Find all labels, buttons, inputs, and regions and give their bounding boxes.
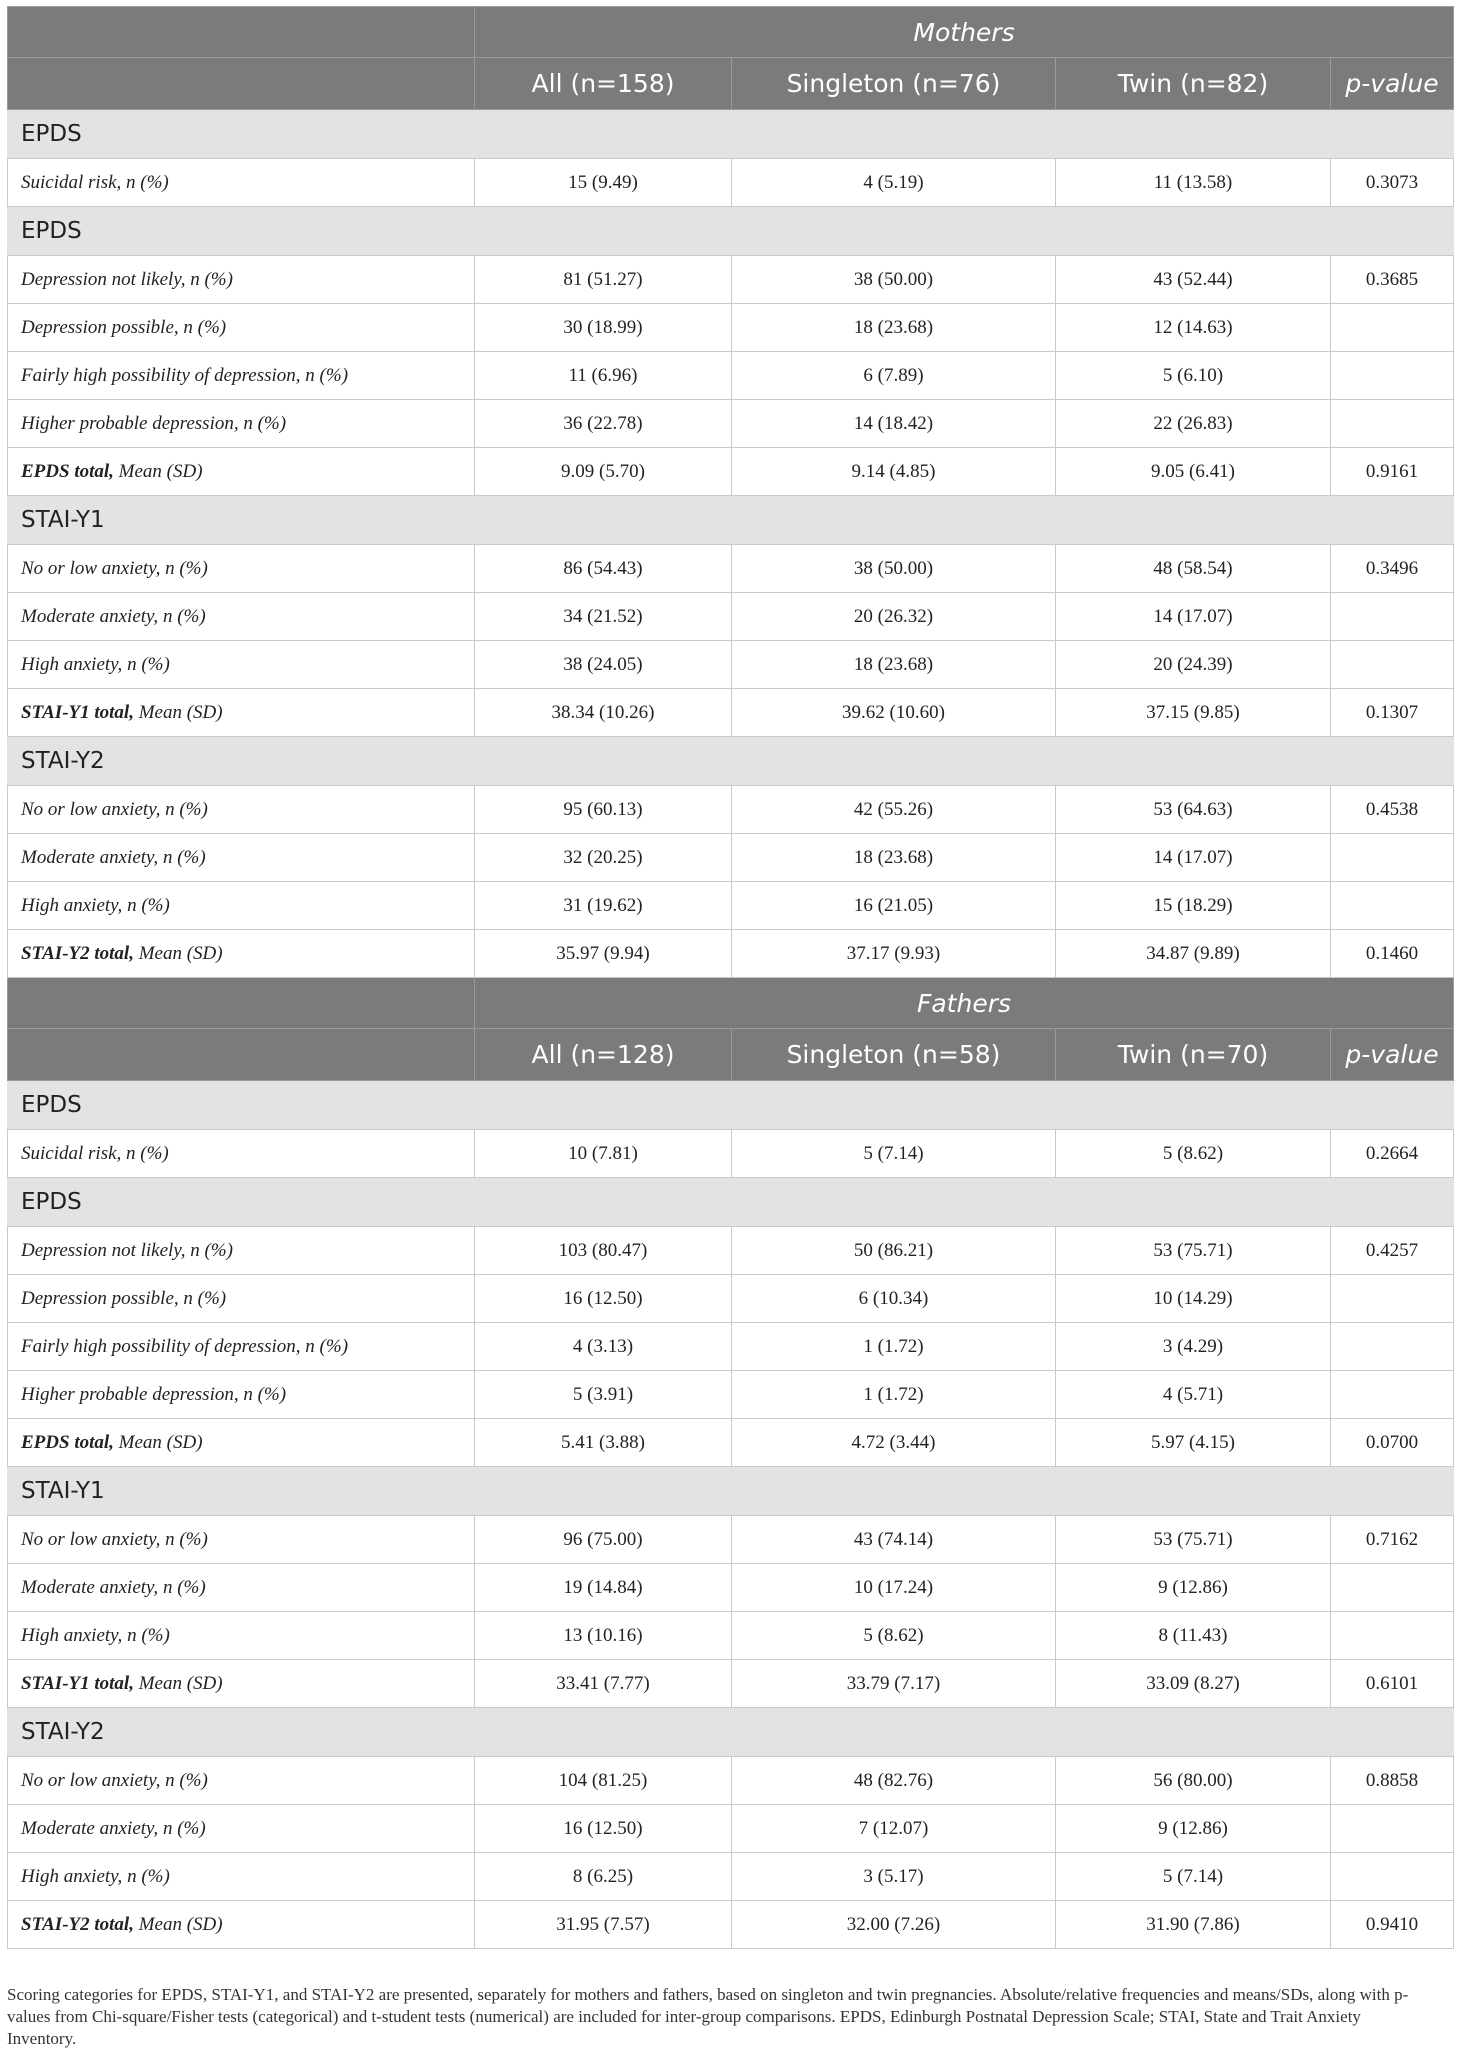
- row-label-unit: n (%): [121, 1142, 169, 1164]
- row-label-text: High anxiety,: [21, 1624, 123, 1646]
- value-cell: 22 (26.83): [1056, 400, 1331, 448]
- row-label-unit: n (%): [158, 846, 206, 868]
- value-cell: 6 (10.34): [732, 1275, 1056, 1323]
- row-label-text: STAI-Y1 total,: [21, 701, 134, 723]
- row-label: [8, 882, 475, 930]
- row-label-unit: n (%): [122, 1624, 170, 1646]
- row-label: [8, 1323, 475, 1371]
- row-label-unit: Mean (SD): [133, 942, 223, 964]
- value-cell: 1 (1.72): [732, 1323, 1056, 1371]
- table-body: [8, 7, 1454, 1949]
- section-header-row: [8, 1178, 1454, 1227]
- value-cell: 13 (10.16): [475, 1612, 732, 1660]
- value-cell: 8 (6.25): [475, 1853, 732, 1901]
- row-label-unit: Mean (SD): [133, 1672, 223, 1694]
- table-row: [8, 304, 1454, 352]
- value-cell: 53 (75.71): [1056, 1227, 1331, 1275]
- p-value-cell: 0.7162: [1331, 1516, 1454, 1564]
- row-label: [8, 545, 475, 593]
- group-header-blank: [8, 7, 475, 58]
- p-value-cell: 0.4257: [1331, 1227, 1454, 1275]
- row-label: [8, 1371, 475, 1419]
- row-label-unit: Mean (SD): [133, 1913, 223, 1935]
- value-cell: 10 (17.24): [732, 1564, 1056, 1612]
- value-cell: 12 (14.63): [1056, 304, 1331, 352]
- section-header-row: [8, 1467, 1454, 1516]
- row-label-text: No or low anxiety,: [21, 798, 161, 820]
- value-cell: 31 (19.62): [475, 882, 732, 930]
- row-label-unit: n (%): [160, 1528, 208, 1550]
- column-header-blank: [8, 58, 475, 110]
- column-header-row: [8, 58, 1454, 110]
- section-header-row: [8, 1708, 1454, 1757]
- value-cell: 37.15 (9.85): [1056, 689, 1331, 737]
- table-row: [8, 1901, 1454, 1949]
- table-row: [8, 1660, 1454, 1708]
- value-cell: 15 (9.49): [475, 159, 732, 207]
- table-row: [8, 786, 1454, 834]
- table-row: [8, 1853, 1454, 1901]
- row-label: [8, 1901, 475, 1949]
- value-cell: 33.41 (7.77): [475, 1660, 732, 1708]
- value-cell: 19 (14.84): [475, 1564, 732, 1612]
- value-cell: 9.14 (4.85): [732, 448, 1056, 496]
- row-label: [8, 786, 475, 834]
- p-value-cell: 0.4538: [1331, 786, 1454, 834]
- p-value-cell: 0.3685: [1331, 256, 1454, 304]
- column-header: Singleton (n=76): [732, 58, 1056, 110]
- value-cell: 5 (6.10): [1056, 352, 1331, 400]
- value-cell: 16 (12.50): [475, 1805, 732, 1853]
- row-label: [8, 930, 475, 978]
- column-header: Singleton (n=58): [732, 1029, 1056, 1081]
- row-label: [8, 1419, 475, 1467]
- row-label-text: Moderate anxiety,: [21, 1576, 159, 1598]
- row-label-text: Fairly high possibility of depression,: [21, 1335, 301, 1357]
- row-label-text: EPDS total,: [21, 460, 114, 482]
- group-header-blank: [8, 978, 475, 1029]
- value-cell: 16 (21.05): [732, 882, 1056, 930]
- table-footnote: Scoring categories for EPDS, STAI-Y1, and STAI-Y2 are presented, separately for mothers and fathers, based on singleton and twin pregnancies. Absolute/relative frequencies and means/SDs, along with p-values from Chi-square/Fisher tests (categorical) and t-student tests (numerical) are included for inter-group comparisons. EPDS, Edinburgh Postnatal Depression Scale; STAI, State and Trait Anxiety Inventory.: [7, 1985, 1409, 2048]
- value-cell: 32 (20.25): [475, 834, 732, 882]
- row-label: [8, 159, 475, 207]
- section-header-row: [8, 207, 1454, 256]
- value-cell: 53 (64.63): [1056, 786, 1331, 834]
- row-label: [8, 1275, 475, 1323]
- section-title: EPDS: [8, 110, 1454, 159]
- value-cell: 48 (82.76): [732, 1757, 1056, 1805]
- p-value-cell: [1331, 1323, 1454, 1371]
- value-cell: 20 (24.39): [1056, 641, 1331, 689]
- row-label-text: STAI-Y2 total,: [21, 1913, 134, 1935]
- row-label: [8, 448, 475, 496]
- row-label: [8, 1130, 475, 1178]
- table-row: [8, 1564, 1454, 1612]
- table-row: [8, 545, 1454, 593]
- row-label: [8, 1612, 475, 1660]
- value-cell: 53 (75.71): [1056, 1516, 1331, 1564]
- row-label-text: Moderate anxiety,: [21, 846, 159, 868]
- p-value-cell: [1331, 352, 1454, 400]
- row-label-text: EPDS total,: [21, 1431, 114, 1453]
- value-cell: 18 (23.68): [732, 834, 1056, 882]
- value-cell: 95 (60.13): [475, 786, 732, 834]
- table-row: [8, 1516, 1454, 1564]
- value-cell: 35.97 (9.94): [475, 930, 732, 978]
- table-row: [8, 1757, 1454, 1805]
- row-label-text: Higher probable depression,: [21, 412, 239, 434]
- table-row: [8, 1227, 1454, 1275]
- value-cell: 10 (7.81): [475, 1130, 732, 1178]
- column-header-blank: [8, 1029, 475, 1081]
- p-value-cell: [1331, 1612, 1454, 1660]
- p-value-cell: 0.1460: [1331, 930, 1454, 978]
- p-value-cell: [1331, 1853, 1454, 1901]
- p-value-cell: 0.8858: [1331, 1757, 1454, 1805]
- table-row: [8, 1371, 1454, 1419]
- column-header: All (n=128): [475, 1029, 732, 1081]
- p-value-cell: [1331, 882, 1454, 930]
- value-cell: 11 (6.96): [475, 352, 732, 400]
- row-label-text: Suicidal risk,: [21, 171, 122, 193]
- row-label: [8, 1660, 475, 1708]
- row-label-text: Higher probable depression,: [21, 1383, 239, 1405]
- value-cell: 34 (21.52): [475, 593, 732, 641]
- value-cell: 18 (23.68): [732, 304, 1056, 352]
- row-label-unit: Mean (SD): [133, 701, 223, 723]
- value-cell: 38.34 (10.26): [475, 689, 732, 737]
- row-label-unit: n (%): [185, 1239, 233, 1261]
- value-cell: 11 (13.58): [1056, 159, 1331, 207]
- value-cell: 9.09 (5.70): [475, 448, 732, 496]
- group-title: Mothers: [475, 7, 1454, 58]
- value-cell: 8 (11.43): [1056, 1612, 1331, 1660]
- value-cell: 5 (7.14): [1056, 1853, 1331, 1901]
- group-header-row: [8, 978, 1454, 1029]
- row-label-text: Suicidal risk,: [21, 1142, 122, 1164]
- p-value-cell: [1331, 304, 1454, 352]
- row-label-unit: n (%): [238, 1383, 287, 1405]
- row-label: [8, 1805, 475, 1853]
- value-cell: 48 (58.54): [1056, 545, 1331, 593]
- value-cell: 5 (8.62): [1056, 1130, 1331, 1178]
- row-label-text: No or low anxiety,: [21, 1528, 161, 1550]
- value-cell: 5.41 (3.88): [475, 1419, 732, 1467]
- value-cell: 104 (81.25): [475, 1757, 732, 1805]
- p-value-cell: [1331, 400, 1454, 448]
- p-value-cell: [1331, 834, 1454, 882]
- row-label-unit: n (%): [185, 268, 233, 290]
- section-title: EPDS: [8, 207, 1454, 256]
- p-value-cell: [1331, 1564, 1454, 1612]
- value-cell: 36 (22.78): [475, 400, 732, 448]
- value-cell: 9 (12.86): [1056, 1564, 1331, 1612]
- column-header: p-value: [1331, 58, 1454, 110]
- value-cell: 10 (14.29): [1056, 1275, 1331, 1323]
- row-label-unit: n (%): [122, 894, 170, 916]
- section-title: STAI-Y2: [8, 1708, 1454, 1757]
- row-label-text: Moderate anxiety,: [21, 1817, 159, 1839]
- value-cell: 34.87 (9.89): [1056, 930, 1331, 978]
- value-cell: 5 (7.14): [732, 1130, 1056, 1178]
- row-label: [8, 304, 475, 352]
- row-label: [8, 1564, 475, 1612]
- results-table-container: [7, 6, 1453, 1949]
- value-cell: 4.72 (3.44): [732, 1419, 1056, 1467]
- row-label: [8, 834, 475, 882]
- row-label: [8, 593, 475, 641]
- row-label-unit: n (%): [160, 798, 208, 820]
- row-label-unit: n (%): [160, 557, 208, 579]
- table-row: [8, 1275, 1454, 1323]
- row-label-text: Depression possible,: [21, 316, 179, 338]
- row-label-unit: n (%): [238, 412, 287, 434]
- section-title: EPDS: [8, 1178, 1454, 1227]
- p-value-cell: 0.9161: [1331, 448, 1454, 496]
- value-cell: 5 (8.62): [732, 1612, 1056, 1660]
- row-label-unit: n (%): [158, 1576, 206, 1598]
- row-label-unit: Mean (SD): [113, 1431, 203, 1453]
- table-row: [8, 1612, 1454, 1660]
- row-label-unit: n (%): [122, 653, 170, 675]
- row-label-unit: Mean (SD): [113, 460, 203, 482]
- p-value-cell: 0.9410: [1331, 1901, 1454, 1949]
- row-label-text: High anxiety,: [21, 1865, 123, 1887]
- section-title: STAI-Y1: [8, 496, 1454, 545]
- value-cell: 9 (12.86): [1056, 1805, 1331, 1853]
- value-cell: 43 (74.14): [732, 1516, 1056, 1564]
- value-cell: 30 (18.99): [475, 304, 732, 352]
- table-row: [8, 593, 1454, 641]
- table-row: [8, 400, 1454, 448]
- value-cell: 31.95 (7.57): [475, 1901, 732, 1949]
- row-label: [8, 1757, 475, 1805]
- results-table: [7, 6, 1454, 1949]
- row-label-unit: n (%): [178, 316, 227, 338]
- table-row: [8, 256, 1454, 304]
- row-label-text: Depression not likely,: [21, 1239, 186, 1261]
- row-label-unit: n (%): [122, 1865, 170, 1887]
- table-row: [8, 1805, 1454, 1853]
- value-cell: 6 (7.89): [732, 352, 1056, 400]
- row-label: [8, 400, 475, 448]
- row-label: [8, 641, 475, 689]
- row-label-text: Depression possible,: [21, 1287, 179, 1309]
- value-cell: 86 (54.43): [475, 545, 732, 593]
- value-cell: 38 (50.00): [732, 545, 1056, 593]
- value-cell: 14 (17.07): [1056, 834, 1331, 882]
- value-cell: 96 (75.00): [475, 1516, 732, 1564]
- row-label: [8, 689, 475, 737]
- row-label-unit: n (%): [158, 1817, 206, 1839]
- table-row: [8, 1130, 1454, 1178]
- row-label-unit: n (%): [300, 1335, 349, 1357]
- value-cell: 33.79 (7.17): [732, 1660, 1056, 1708]
- table-row: [8, 1419, 1454, 1467]
- value-cell: 43 (52.44): [1056, 256, 1331, 304]
- value-cell: 3 (5.17): [732, 1853, 1056, 1901]
- row-label-unit: n (%): [160, 1769, 208, 1791]
- value-cell: 14 (17.07): [1056, 593, 1331, 641]
- column-header: Twin (n=70): [1056, 1029, 1331, 1081]
- section-title: STAI-Y2: [8, 737, 1454, 786]
- row-label: [8, 256, 475, 304]
- row-label-text: STAI-Y1 total,: [21, 1672, 134, 1694]
- p-value-cell: 0.2664: [1331, 1130, 1454, 1178]
- group-title: Fathers: [475, 978, 1454, 1029]
- row-label-unit: n (%): [300, 364, 349, 386]
- p-value-cell: [1331, 641, 1454, 689]
- value-cell: 16 (12.50): [475, 1275, 732, 1323]
- value-cell: 5 (3.91): [475, 1371, 732, 1419]
- section-header-row: [8, 110, 1454, 159]
- row-label: [8, 1516, 475, 1564]
- column-header: Twin (n=82): [1056, 58, 1331, 110]
- table-row: [8, 352, 1454, 400]
- value-cell: 20 (26.32): [732, 593, 1056, 641]
- value-cell: 32.00 (7.26): [732, 1901, 1056, 1949]
- p-value-cell: 0.1307: [1331, 689, 1454, 737]
- section-title: STAI-Y1: [8, 1467, 1454, 1516]
- value-cell: 56 (80.00): [1056, 1757, 1331, 1805]
- p-value-cell: [1331, 1371, 1454, 1419]
- row-label-text: Fairly high possibility of depression,: [21, 364, 301, 386]
- column-header-row: [8, 1029, 1454, 1081]
- section-title: EPDS: [8, 1081, 1454, 1130]
- section-header-row: [8, 1081, 1454, 1130]
- value-cell: 4 (5.19): [732, 159, 1056, 207]
- p-value-cell: 0.3496: [1331, 545, 1454, 593]
- value-cell: 37.17 (9.93): [732, 930, 1056, 978]
- row-label: [8, 1227, 475, 1275]
- p-value-cell: [1331, 1275, 1454, 1323]
- p-value-cell: [1331, 1805, 1454, 1853]
- row-label-text: High anxiety,: [21, 653, 123, 675]
- column-header: p-value: [1331, 1029, 1454, 1081]
- row-label-unit: n (%): [158, 605, 206, 627]
- table-row: [8, 930, 1454, 978]
- row-label-text: No or low anxiety,: [21, 557, 161, 579]
- value-cell: 14 (18.42): [732, 400, 1056, 448]
- p-value-cell: [1331, 593, 1454, 641]
- value-cell: 39.62 (10.60): [732, 689, 1056, 737]
- table-row: [8, 689, 1454, 737]
- table-row: [8, 159, 1454, 207]
- value-cell: 38 (50.00): [732, 256, 1056, 304]
- value-cell: 38 (24.05): [475, 641, 732, 689]
- value-cell: 4 (3.13): [475, 1323, 732, 1371]
- value-cell: 31.90 (7.86): [1056, 1901, 1331, 1949]
- value-cell: 81 (51.27): [475, 256, 732, 304]
- row-label-unit: n (%): [178, 1287, 227, 1309]
- row-label-text: No or low anxiety,: [21, 1769, 161, 1791]
- value-cell: 50 (86.21): [732, 1227, 1056, 1275]
- p-value-cell: 0.6101: [1331, 1660, 1454, 1708]
- row-label-unit: n (%): [121, 171, 169, 193]
- value-cell: 9.05 (6.41): [1056, 448, 1331, 496]
- table-row: [8, 1323, 1454, 1371]
- value-cell: 3 (4.29): [1056, 1323, 1331, 1371]
- p-value-cell: 0.3073: [1331, 159, 1454, 207]
- value-cell: 33.09 (8.27): [1056, 1660, 1331, 1708]
- table-row: [8, 882, 1454, 930]
- row-label-text: High anxiety,: [21, 894, 123, 916]
- value-cell: 18 (23.68): [732, 641, 1056, 689]
- value-cell: 15 (18.29): [1056, 882, 1331, 930]
- table-row: [8, 834, 1454, 882]
- value-cell: 5.97 (4.15): [1056, 1419, 1331, 1467]
- value-cell: 103 (80.47): [475, 1227, 732, 1275]
- row-label-text: STAI-Y2 total,: [21, 942, 134, 964]
- row-label: [8, 352, 475, 400]
- group-header-row: [8, 7, 1454, 58]
- table-row: [8, 641, 1454, 689]
- value-cell: 4 (5.71): [1056, 1371, 1331, 1419]
- value-cell: 42 (55.26): [732, 786, 1056, 834]
- p-value-cell: 0.0700: [1331, 1419, 1454, 1467]
- section-header-row: [8, 496, 1454, 545]
- column-header: All (n=158): [475, 58, 732, 110]
- row-label-text: Depression not likely,: [21, 268, 186, 290]
- value-cell: 7 (12.07): [732, 1805, 1056, 1853]
- row-label-text: Moderate anxiety,: [21, 605, 159, 627]
- value-cell: 1 (1.72): [732, 1371, 1056, 1419]
- section-header-row: [8, 737, 1454, 786]
- table-row: [8, 448, 1454, 496]
- row-label: [8, 1853, 475, 1901]
